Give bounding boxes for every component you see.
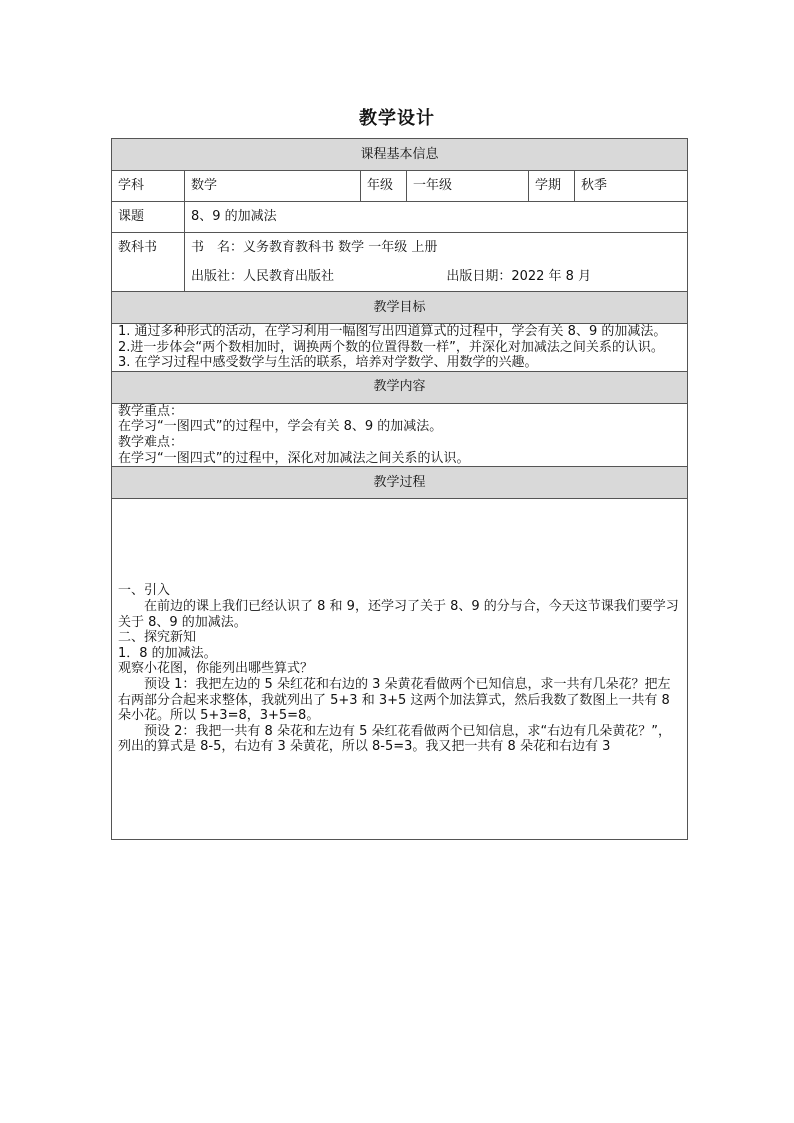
topic-label: 课题 <box>112 202 185 233</box>
difficulty-label: 教学难点： <box>118 434 184 450</box>
objective-item: 2.进一步体会“两个数相加时，调换两个数的位置得数一样”，并深化对加减法之间关系的认识。 <box>118 339 664 355</box>
term-value: 秋季 <box>575 171 688 202</box>
textbook-label: 教科书 <box>112 233 185 292</box>
hypothesis-1: 预设 1：我把左边的 5 朵红花和右边的 3 朵黄花看做两个已知信息，求一共有几朵花？把左右两部分合起来求整体，我就列出了 5+3 和 3+5 这两个加法算式，然后我数了数图上一共有 8 朵小花。所以 5+3=8，3+5=8。 <box>118 676 671 724</box>
lesson-plan-table <box>111 138 688 840</box>
process-header: 教学过程 <box>112 467 688 499</box>
objectives-list <box>112 324 688 372</box>
question-text: 观察小花图，你能列出哪些算式？ <box>118 661 314 677</box>
hypothesis-2: 预设 2：我把一共有 8 朵花和左边有 5 朵红花看做两个已知信息，求“右边有几朵黄花？”，列出的算式是 8-5，右边有 3 朵黄花，所以 8-5=3。我又把一共有 8 朵花和右边有 3 <box>118 723 671 755</box>
explore-heading: 二、探究新知 <box>118 630 197 646</box>
publisher: 出版社：人民教育出版社 <box>191 268 335 284</box>
grade-value: 一年级 <box>407 171 529 202</box>
topic-value: 8、9 的加减法 <box>185 202 688 233</box>
subject-label: 学科 <box>112 171 185 202</box>
grade-label: 年级 <box>361 171 407 202</box>
subsection-heading: 1．8 的加减法。 <box>118 645 217 661</box>
book-name-label: 书 名： <box>191 239 244 255</box>
objectives-header: 教学目标 <box>112 292 688 324</box>
difficulty-text: 在学习“一图四式”的过程中，深化对加减法之间关系的认识。 <box>118 450 470 466</box>
key-point-label: 教学重点： <box>118 403 184 419</box>
basic-info-header: 课程基本信息 <box>112 139 688 171</box>
content-header: 教学内容 <box>112 371 688 403</box>
page-title: 教学设计 <box>359 108 435 129</box>
term-label: 学期 <box>529 171 575 202</box>
key-point-text: 在学习“一图四式”的过程中，学会有关 8、9 的加减法。 <box>118 419 443 435</box>
subject-value: 数学 <box>185 171 361 202</box>
objective-item: 3. 在学习过程中感受数学与生活的联系，培养对学数学、用数学的兴趣。 <box>118 355 538 371</box>
publish-date: 出版日期：2022 年 8 月 <box>446 268 592 284</box>
objective-item: 1. 通过多种形式的活动，在学习利用一幅图写出四道算式的过程中，学会有关 8、9 的加减法。 <box>118 324 667 339</box>
intro-heading: 一、引入 <box>118 583 171 599</box>
content-body <box>112 403 688 466</box>
book-name-value: 义务教育教科书 数学 一年级 上册 <box>243 239 438 255</box>
intro-text: 在前边的课上我们已经认识了 8 和 9，还学习了关于 8、9 的分与合，今天这节课我们要学习关于 8、9 的加减法。 <box>118 598 679 630</box>
process-body <box>112 499 688 840</box>
